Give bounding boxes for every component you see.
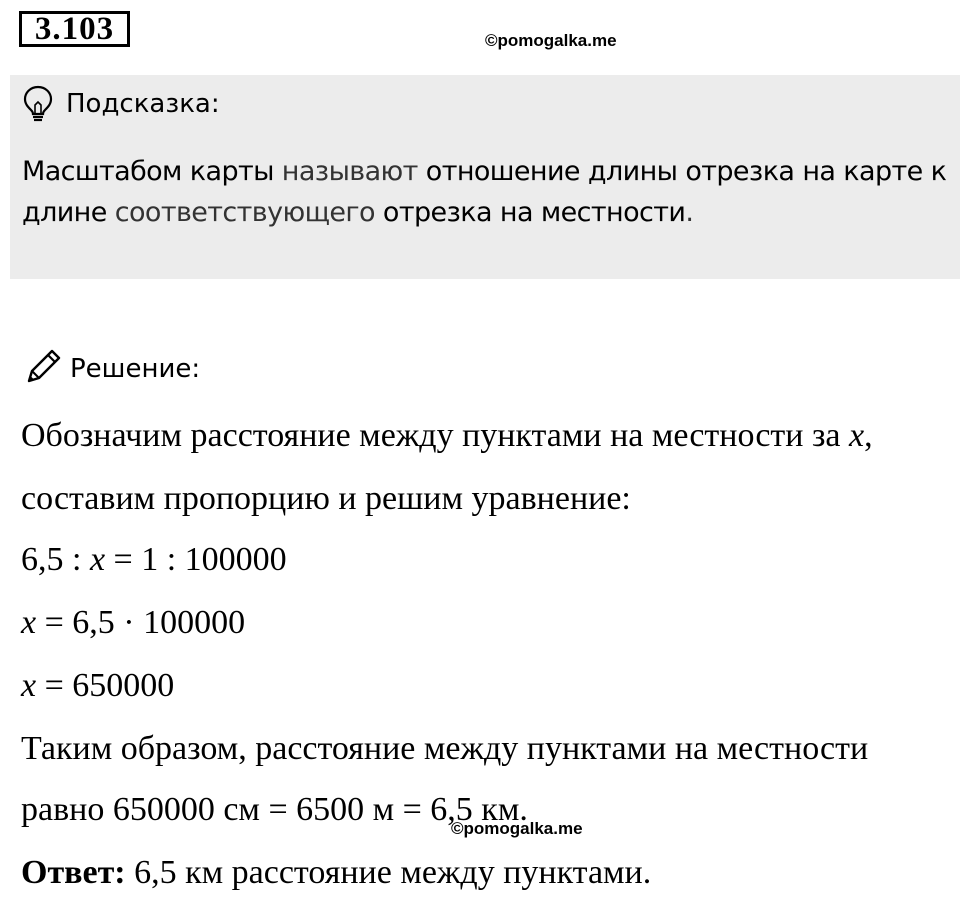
watermark-bottom: ©pomogalka.me [451, 819, 583, 838]
solution-title: Решение: [70, 354, 201, 384]
answer-text: 6,5 км расстояние между пунктами. [125, 854, 652, 891]
hint-connector: называют [273, 156, 426, 187]
answer-label: Ответ: [21, 854, 126, 891]
solution-line-7: равно 650000 см = 6500 м = 6,5 км. [21, 791, 528, 828]
hint-term: Масштабом карты [22, 156, 274, 187]
task-number: 3.103 [19, 11, 130, 47]
pencil-icon [21, 345, 65, 389]
equation-1: 6,5 : x = 1 : 100000 [21, 541, 287, 578]
lightbulb-icon [22, 85, 54, 123]
solution-line-6: Таким образом, расстояние между пунктами на местности [21, 730, 869, 767]
hint-connector-2: соответствующего [106, 197, 383, 228]
solution-line-2: составим пропорцию и решим уравнение: [21, 480, 631, 517]
hint-definition: отношение длины отрезка на карте к длине [22, 156, 947, 228]
hint-period: . [685, 197, 694, 228]
equation-3: x = 650000 [21, 667, 175, 704]
answer-line [21, 853, 651, 893]
solution-line-1: Обозначим расстояние между пунктами на местности за x, [21, 417, 873, 454]
hint-definition-end: отрезка на местности [382, 197, 686, 228]
watermark-top: ©pomogalka.me [485, 31, 617, 50]
hint-text [22, 151, 947, 233]
hint-title: Подсказка: [66, 89, 220, 119]
variable-x: x [849, 417, 865, 454]
equation-2: x = 6,5 · 100000 [21, 604, 246, 641]
